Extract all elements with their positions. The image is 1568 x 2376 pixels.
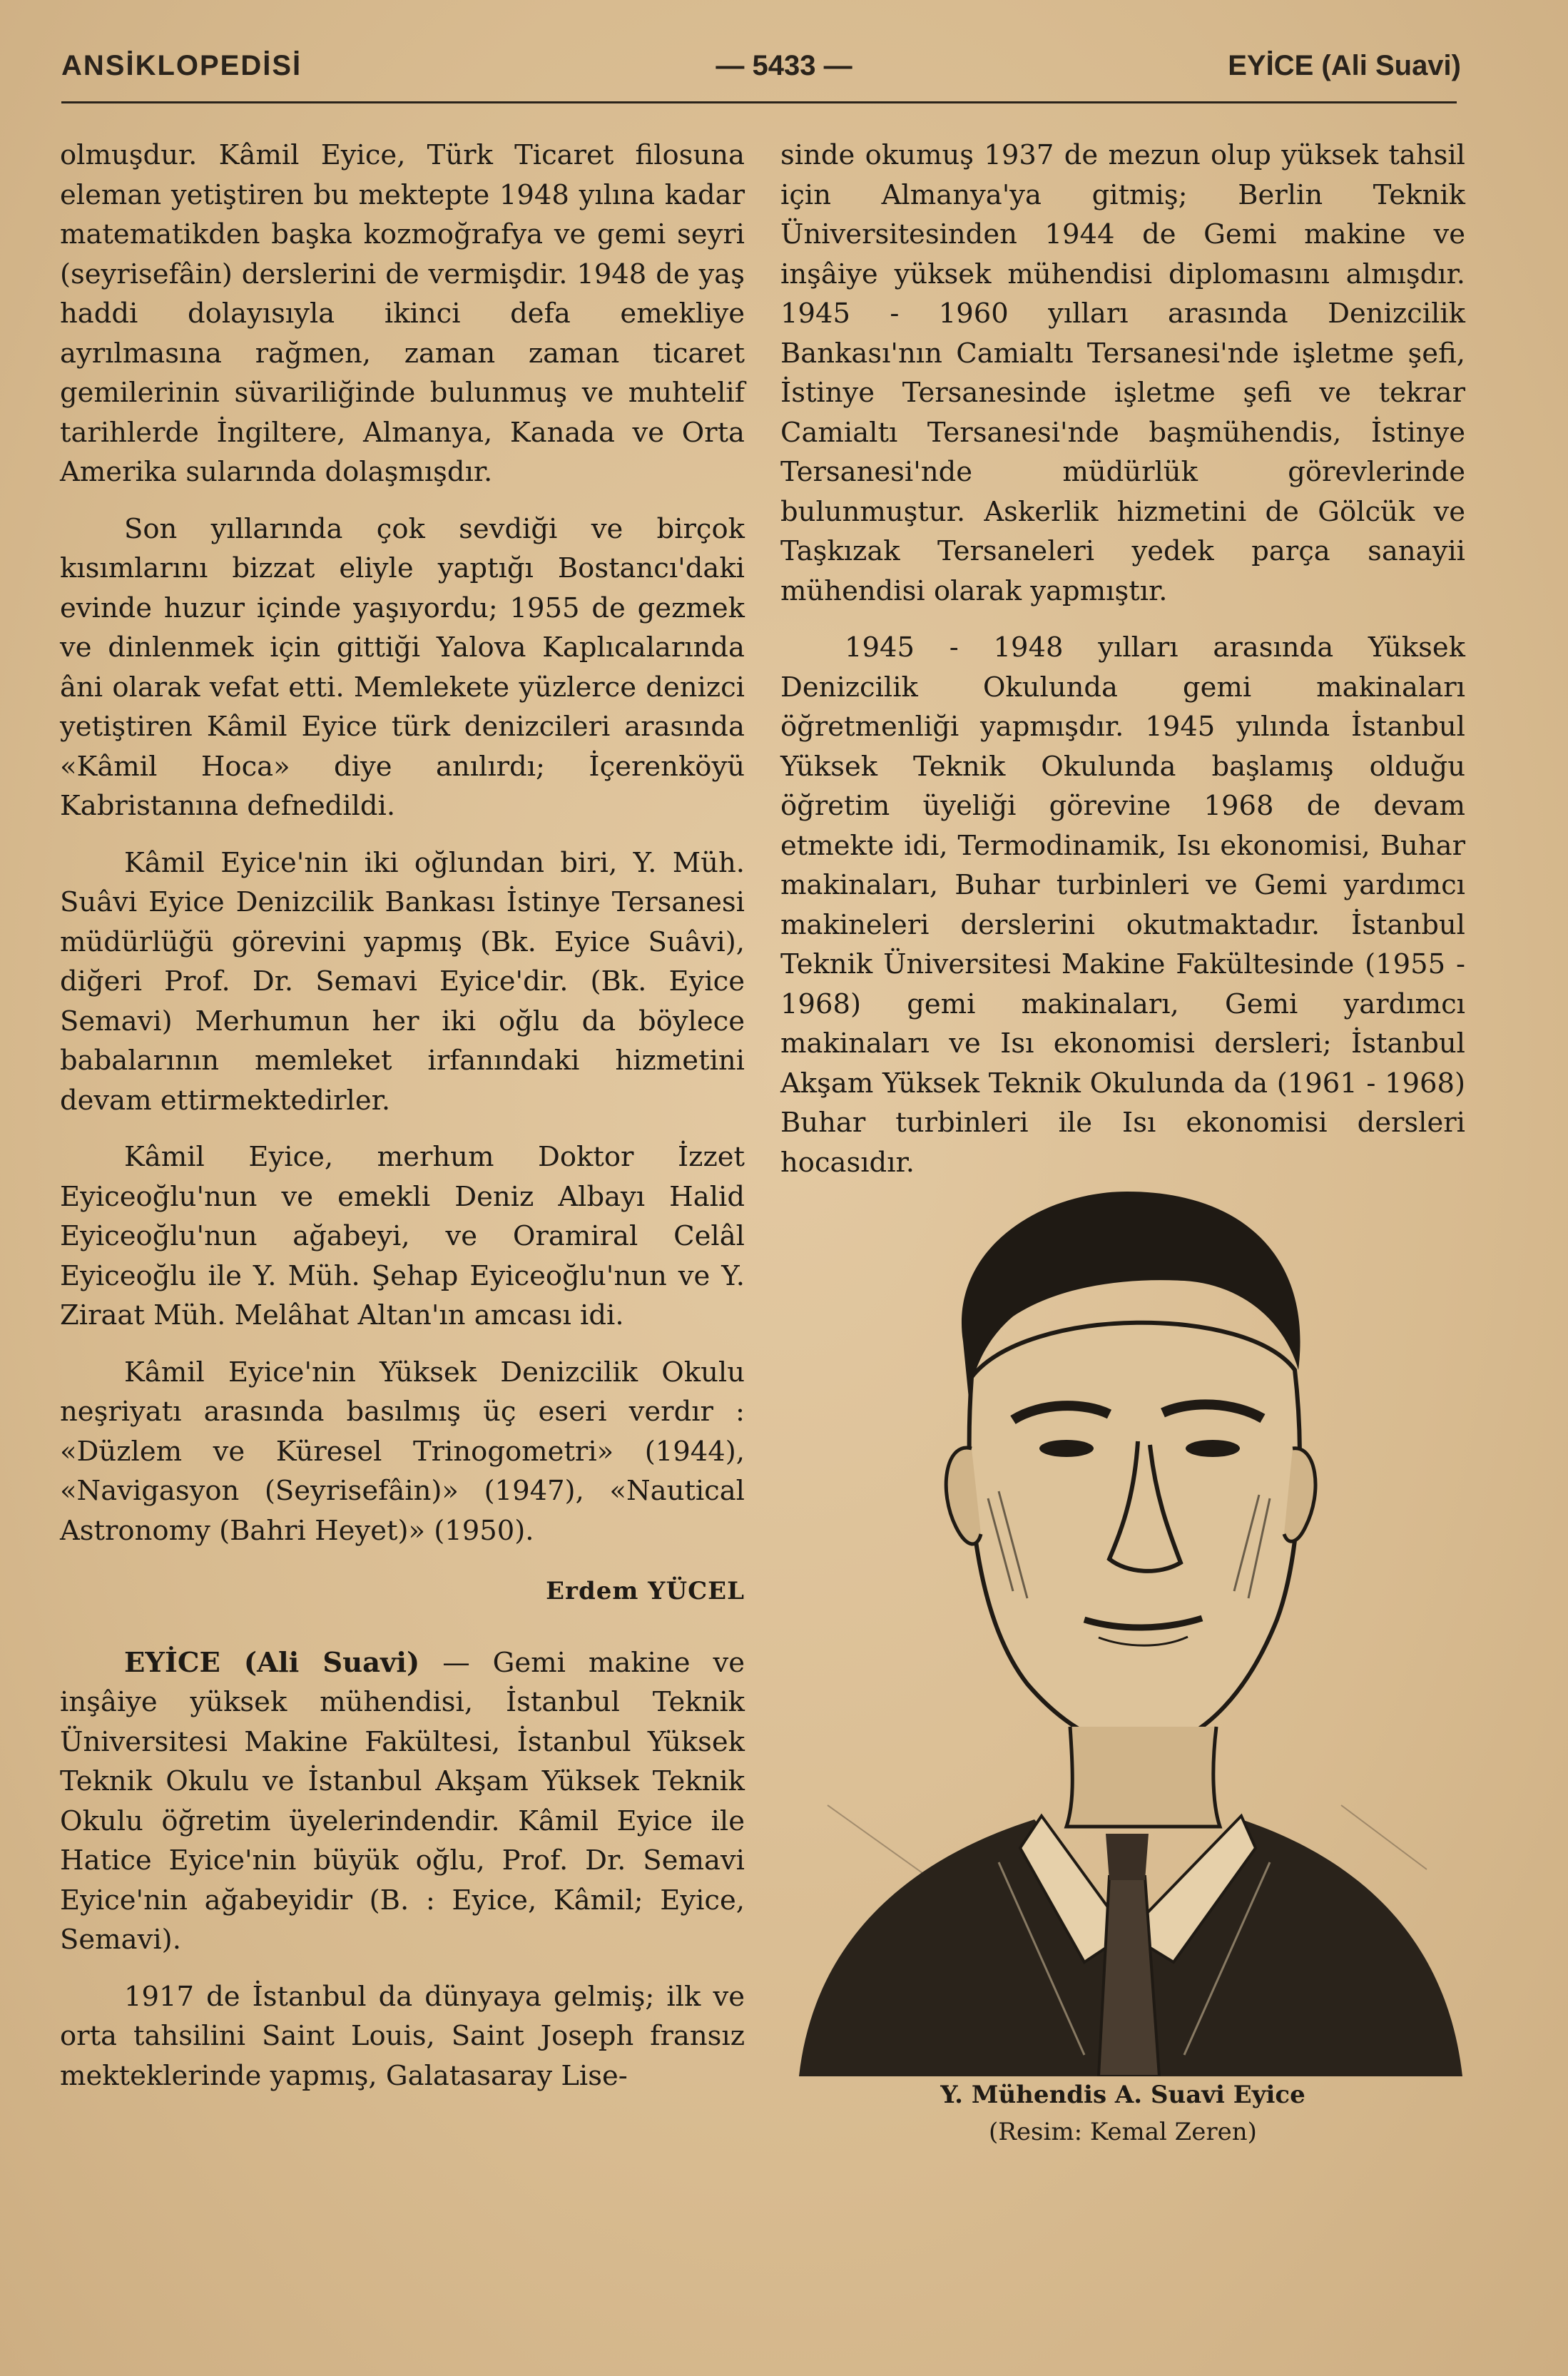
header-entry-right: EYİCE (Ali Suavi)	[1228, 50, 1461, 81]
paragraph: olmuşdur. Kâmil Eyice, Türk Ticaret filosuna eleman yetiştiren bu mektepte 1948 yılına kadar matematikden başka kozmoğrafya ve gemi seyri (seyrisefâin) derslerini de vermişdir. 1948 de yaş haddi dolayısıyla ikinci defa emekliye ayrılmasına rağmen, zaman zaman ticaret gemilerinin süvariliğinde bulunmuş ve muhtelif tarihlerde İngiltere, Almanya, Kanada ve Orta Amerika sularında dolaşmışdır.	[60, 139, 745, 488]
author-signature: Erdem YÜCEL	[546, 1577, 745, 1605]
header-title-left: ANSİKLOPEDİSİ	[61, 50, 302, 81]
paragraph: 1917 de İstanbul da dünyaya gelmiş; ilk ve orta tahsilini Saint Louis, Saint Joseph fransız mekteklerinde yapmış, Galatasaray Lise-	[60, 1980, 745, 2092]
paragraph	[60, 1643, 745, 1960]
paragraph: Kâmil Eyice'nin Yüksek Denizcilik Okulu neşriyatı arasında basılmış üç eseri verdır : «Düzlem ve Küresel Trinogometri» (1944), «Navigasyon (Seyrisefâin)» (1947), «Nautical Astronomy (Bahri Heyet)» (1950).	[60, 1356, 745, 1547]
paragraph: 1945 - 1948 yılları arasında Yüksek Denizcilik Okulunda gemi makinaları öğretmenliği yapmışdır. 1945 yılında İstanbul Yüksek Teknik Okulunda başlamış olduğu öğretim üyeliği görevine 1968 de devam etmekte idi, Termodinamik, Isı ekonomisi, Buhar makinaları, Buhar turbinleri ve Gemi yardımcı makineleri derslerini okutmaktadır. İstanbul Teknik Üniversitesi Makine Fakültesinde (1955 - 1968) gemi makinaları, Gemi yardımcı makinaları ve Isı ekonomisi dersleri; İstanbul Akşam Yüksek Teknik Okulunda da (1961 - 1968) Buhar turbinleri ile Isı ekonomisi dersleri hocasıdır.	[780, 631, 1465, 1179]
portrait-caption-credit: (Resim: Kemal Zeren)	[989, 2118, 1257, 2146]
entry-title: EYİCE (Ali Suavi)	[124, 1646, 420, 1679]
page-number: — 5433 —	[716, 50, 852, 81]
header-rule	[61, 101, 1457, 103]
left-column	[60, 136, 745, 2113]
paragraph: Son yıllarında çok sevdiği ve birçok kısımlarını bizzat eliyle yaptığı Bostancı'daki evinde huzur içinde yaşıyordu; 1955 de gezmek ve dinlenmek için gittiği Yalova Kaplıcalarında âni olarak vefat etti. Memlekete yüzlerce denizci yetiştiren Kâmil Eyice türk denizcileri arasında «Kâmil Hoca» diye anılırdı; İçerenköyü Kabristanına defnedildi.	[60, 512, 745, 822]
paragraph: sinde okumuş 1937 de mezun olup yüksek tahsil için Almanya'ya gitmiş; Berlin Teknik Üniversitesinden 1944 de Gemi makine ve inşâiye yüksek mühendisi diplomasını almışdır. 1945 - 1960 yılları arasında Denizcilik Bankası'nın Camialtı Tersanesi'nde işletme şefi, İstinye Tersanesinde işletme şefi ve tekrar Camialtı Tersanesi'nde başmühendis, İstinye Tersanesi'nde müdürlük görevlerinde bulunmuştur. Askerlik hizmetini de Gölcük ve Taşkızak Tersaneleri yedek parça sanayii mühendisi olarak yapmıştır.	[780, 139, 1465, 607]
portrait-caption-name: Y. Mühendis A. Suavi Eyice	[940, 2081, 1305, 2109]
paragraph: Kâmil Eyice'nin iki oğlundan biri, Y. Müh. Suâvi Eyice Denizcilik Bankası İstinye Tersanesi müdürlüğü görevini yapmış (Bk. Eyice Suâvi), diğeri Prof. Dr. Semavi Eyice'dir. (Bk. Eyice Semavi) Merhumun her iki oğlu da böylece babalarının memleket irfanındaki hizmetini devam ettirmektedirler.	[60, 846, 745, 1117]
paragraph: Kâmil Eyice, merhum Doktor İzzet Eyiceoğlu'nun ve emekli Deniz Albayı Halid Eyiceoğlu'nun ağabeyi, ve Oramiral Celâl Eyiceoğlu ile Y. Müh. Şehap Eyiceoğlu'nun ve Y. Ziraat Müh. Melâhat Altan'ın amcası idi.	[60, 1141, 745, 1331]
right-column	[780, 136, 1465, 1199]
entry-text: — Gemi makine ve inşâiye yüksek mühendisi, İstanbul Teknik Üniversitesi Makine Fakültesi, İstanbul Yüksek Teknik Okulu ve İstanbul Akşam Yüksek Teknik Okulu öğretim üyelerindendir. Kâmil Eyice ile Hatice Eyice'nin büyük oğlu, Prof. Dr. Semavi Eyice'nin ağabeyidir (B. : Eyice, Kâmil; Eyice, Semavi).	[60, 1646, 745, 1956]
portrait-engraving	[785, 1163, 1470, 2076]
